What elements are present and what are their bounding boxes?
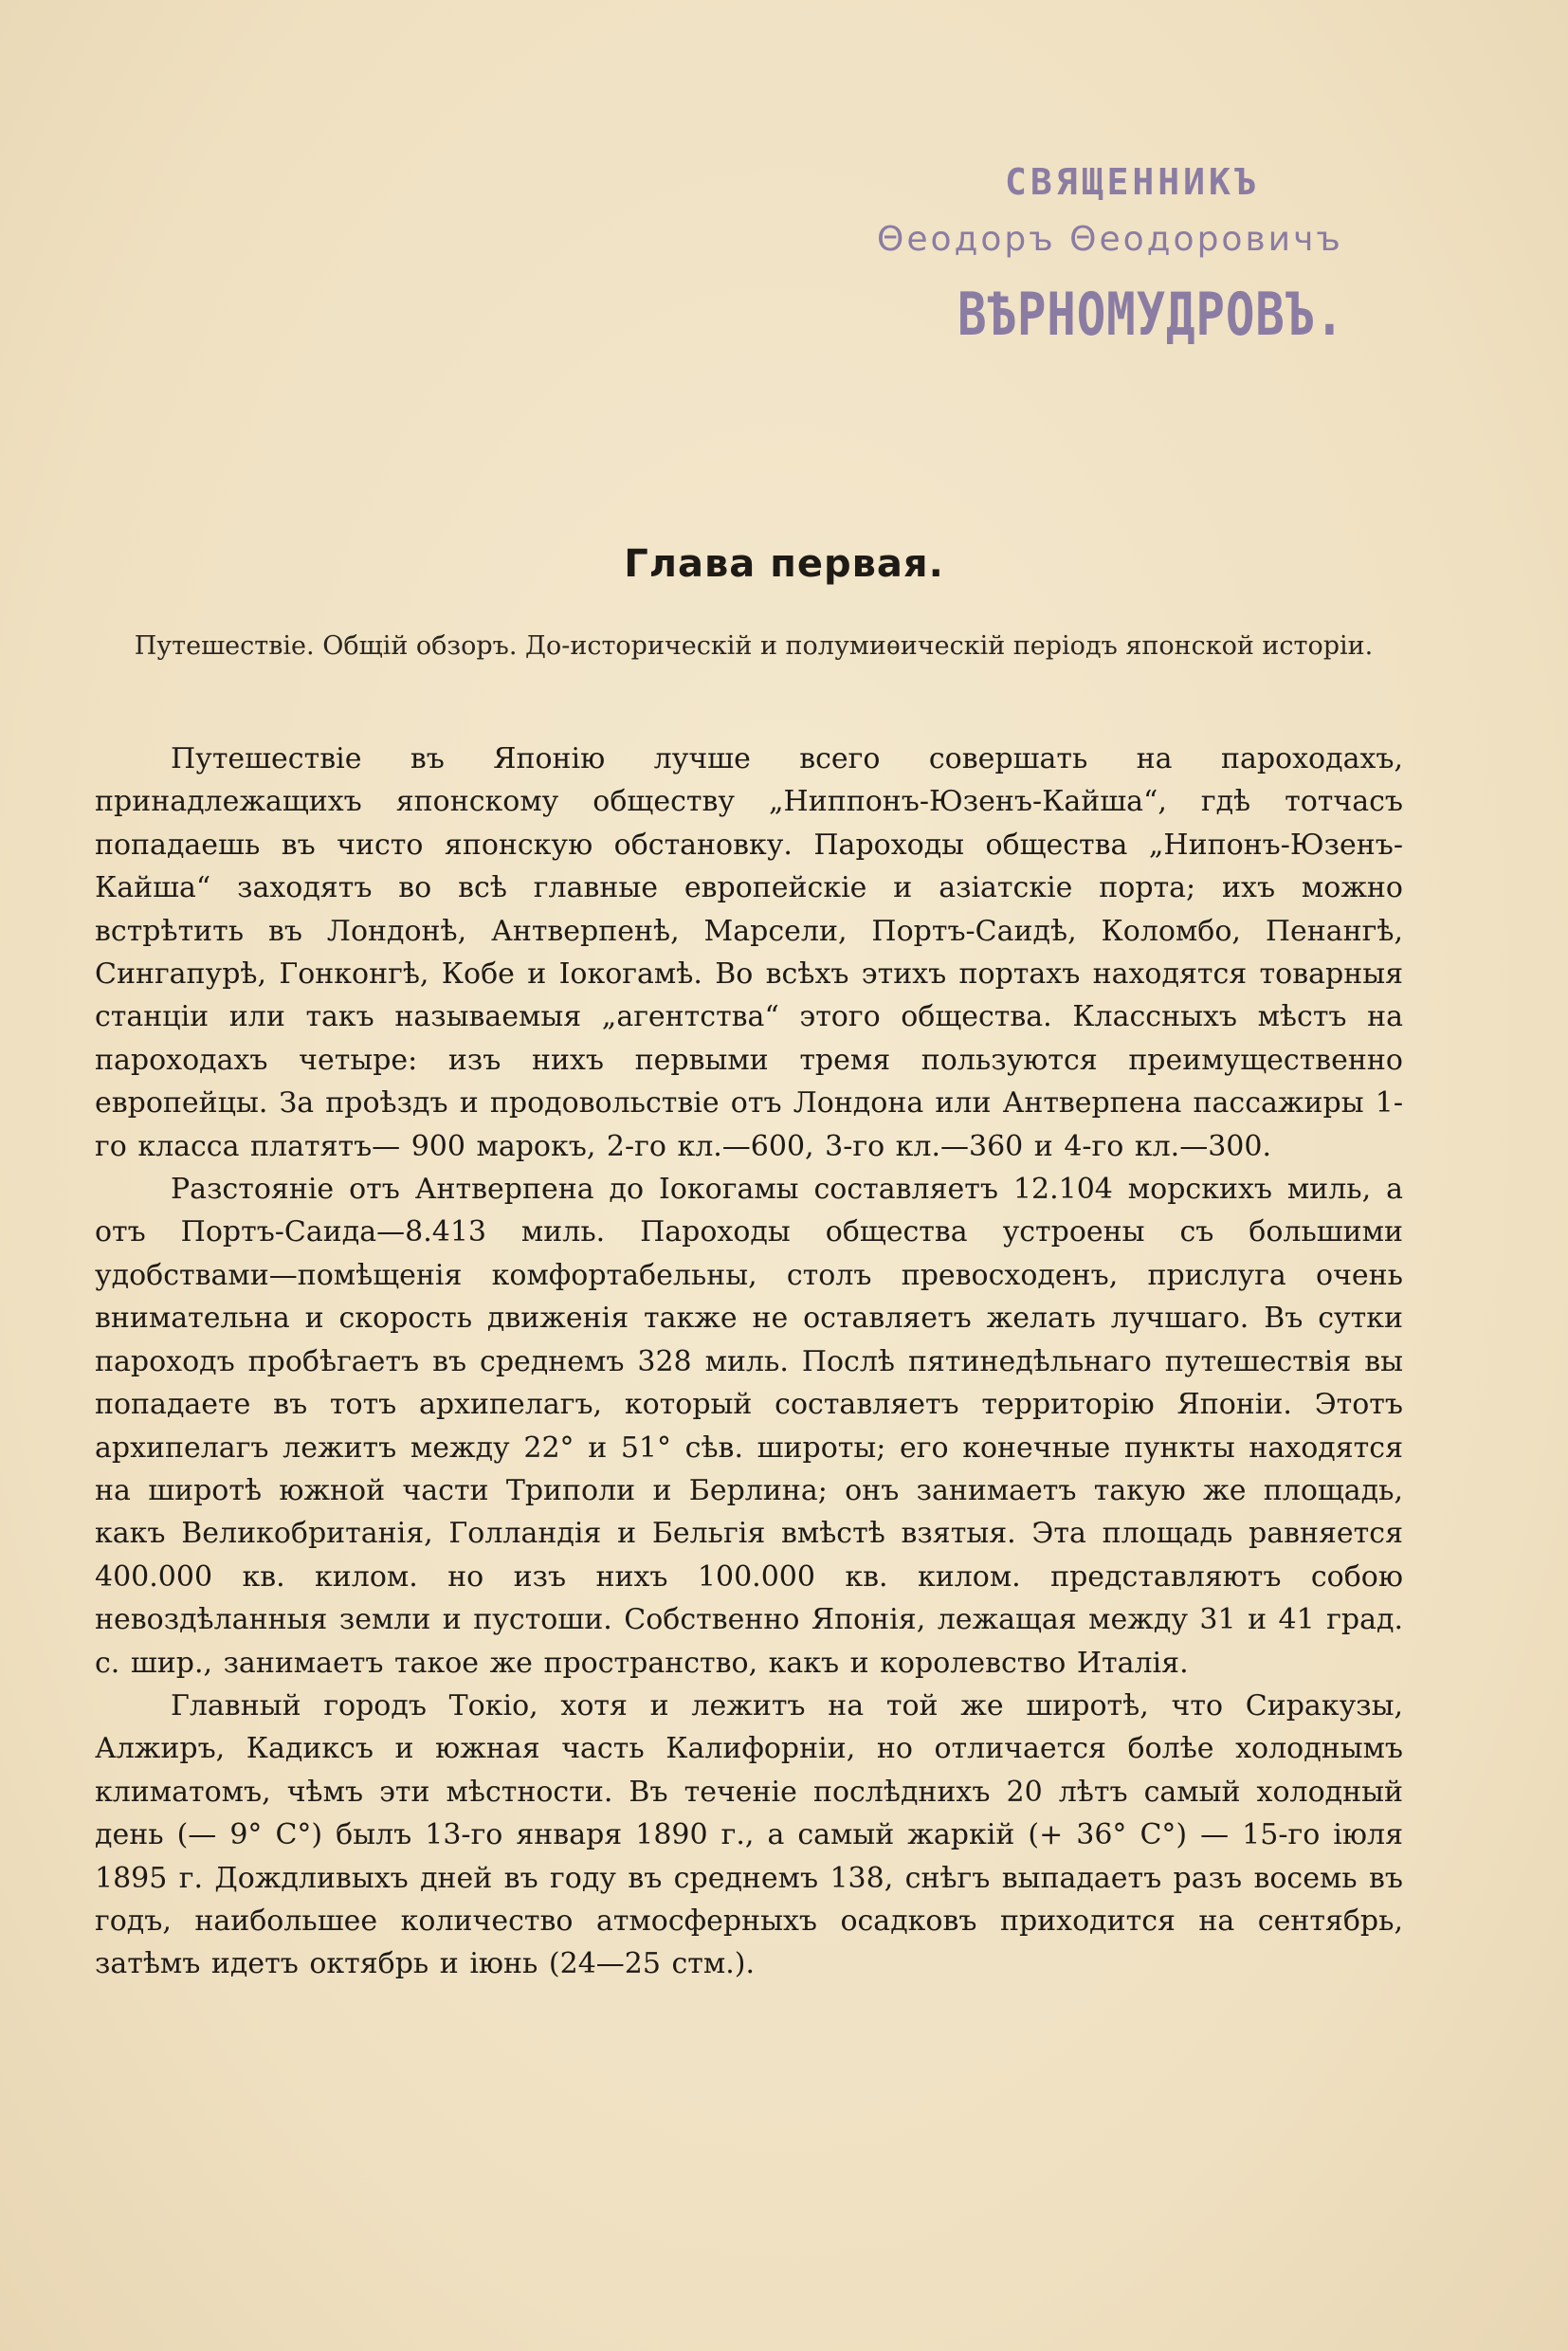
chapter-body bbox=[95, 738, 1403, 1986]
stamp-title: СВЯЩЕННИКЪ bbox=[1005, 161, 1260, 203]
paragraph: Разстояніе отъ Антверпена до Іокогамы составляетъ 12.104 морскихъ миль, а отъ Портъ-Саида—8.413 миль. Пароходы общества устроены съ большими удобствами—помѣщенія комфортабельны, столъ превосходенъ, прислуга очень внимательна и скорость движенія также не оставляетъ желать лучшаго. Въ сутки пароходъ пробѣгаетъ въ среднемъ 328 миль. Послѣ пятинедѣльнаго путешествія вы попадаете въ тотъ архипелагъ, который составляетъ территорію Японіи. Этотъ архипелагъ лежитъ между 22° и 51° сѣв. широты; его конечные пункты находятся на широтѣ южной части Триполи и Берлина; онъ занимаетъ такую же площадь, какъ Великобританія, Голландія и Бельгія вмѣстѣ взятыя. Эта площадь равняется 400.000 кв. килом. но изъ нихъ 100.000 кв. килом. представляютъ собою невоздѣланныя земли и пустоши. Собственно Японія, лежащая между 31 и 41 град. с. шир., занимаетъ такое же пространство, какъ и королевство Италія. bbox=[95, 1173, 1403, 1680]
paragraph: Главный городъ Токіо, хотя и лежитъ на той же широтѣ, что Сиракузы, Алжиръ, Кадиксъ и южная часть Калифорніи, но отличается болѣе холоднымъ климатомъ, чѣмъ эти мѣстности. Въ теченіе послѣднихъ 20 лѣтъ самый холодный день (— 9° C°) былъ 13-го января 1890 г., а самый жаркій (+ 36° C°) — 15-го іюля 1895 г. Дождливыхъ дней въ году въ среднемъ 138, снѣгъ выпадаетъ разъ восемь въ годъ, наибольшее количество атмосферныхъ осадковъ приходится на сентябрь, затѣмъ идетъ октябрь и іюнь (24—25 стм.). bbox=[95, 1688, 1403, 1981]
chapter-title: Глава первая. bbox=[624, 542, 944, 586]
stamp-surname: ВѢРНОМУДРОВЪ. bbox=[957, 280, 1345, 349]
stamp-name: Θеодоръ Θеодоровичъ bbox=[877, 220, 1343, 259]
ownership-stamp bbox=[853, 152, 1460, 360]
chapter-subtitle: Путешествіе. Общій обзоръ. До-историческій и полумиѳическій періодъ японской исторіи. bbox=[134, 631, 1374, 661]
paragraph: Путешествіе въ Японію лучше всего совершать на пароходахъ, принадлежащихъ японскому обществу „Ниппонъ-Юзенъ-Кайша“, гдѣ тотчасъ попадаешь въ чисто японскую обстановку. Пароходы общества „Нипонъ-Юзенъ-Кайша“ заходятъ во всѣ главные европейскіе и азіатскіе порта; ихъ можно встрѣтить въ Лондонѣ, Антверпенѣ, Марсели, Портъ-Саидѣ, Коломбо, Пенангѣ, Сингапурѣ, Гонконгѣ, Кобе и Іокогамѣ. Во всѣхъ этихъ портахъ находятся товарныя станціи или такъ называемыя „агентства“ этого общества. Классныхъ мѣстъ на пароходахъ четыре: изъ нихъ первыми тремя пользуются преимущественно европейцы. За проѣздъ и продовольствіе отъ Лондона или Антверпена пассажиры 1-го класса платятъ— 900 марокъ, 2-го кл.—600, 3-го кл.—360 и 4-го кл.—300. bbox=[95, 742, 1403, 1163]
